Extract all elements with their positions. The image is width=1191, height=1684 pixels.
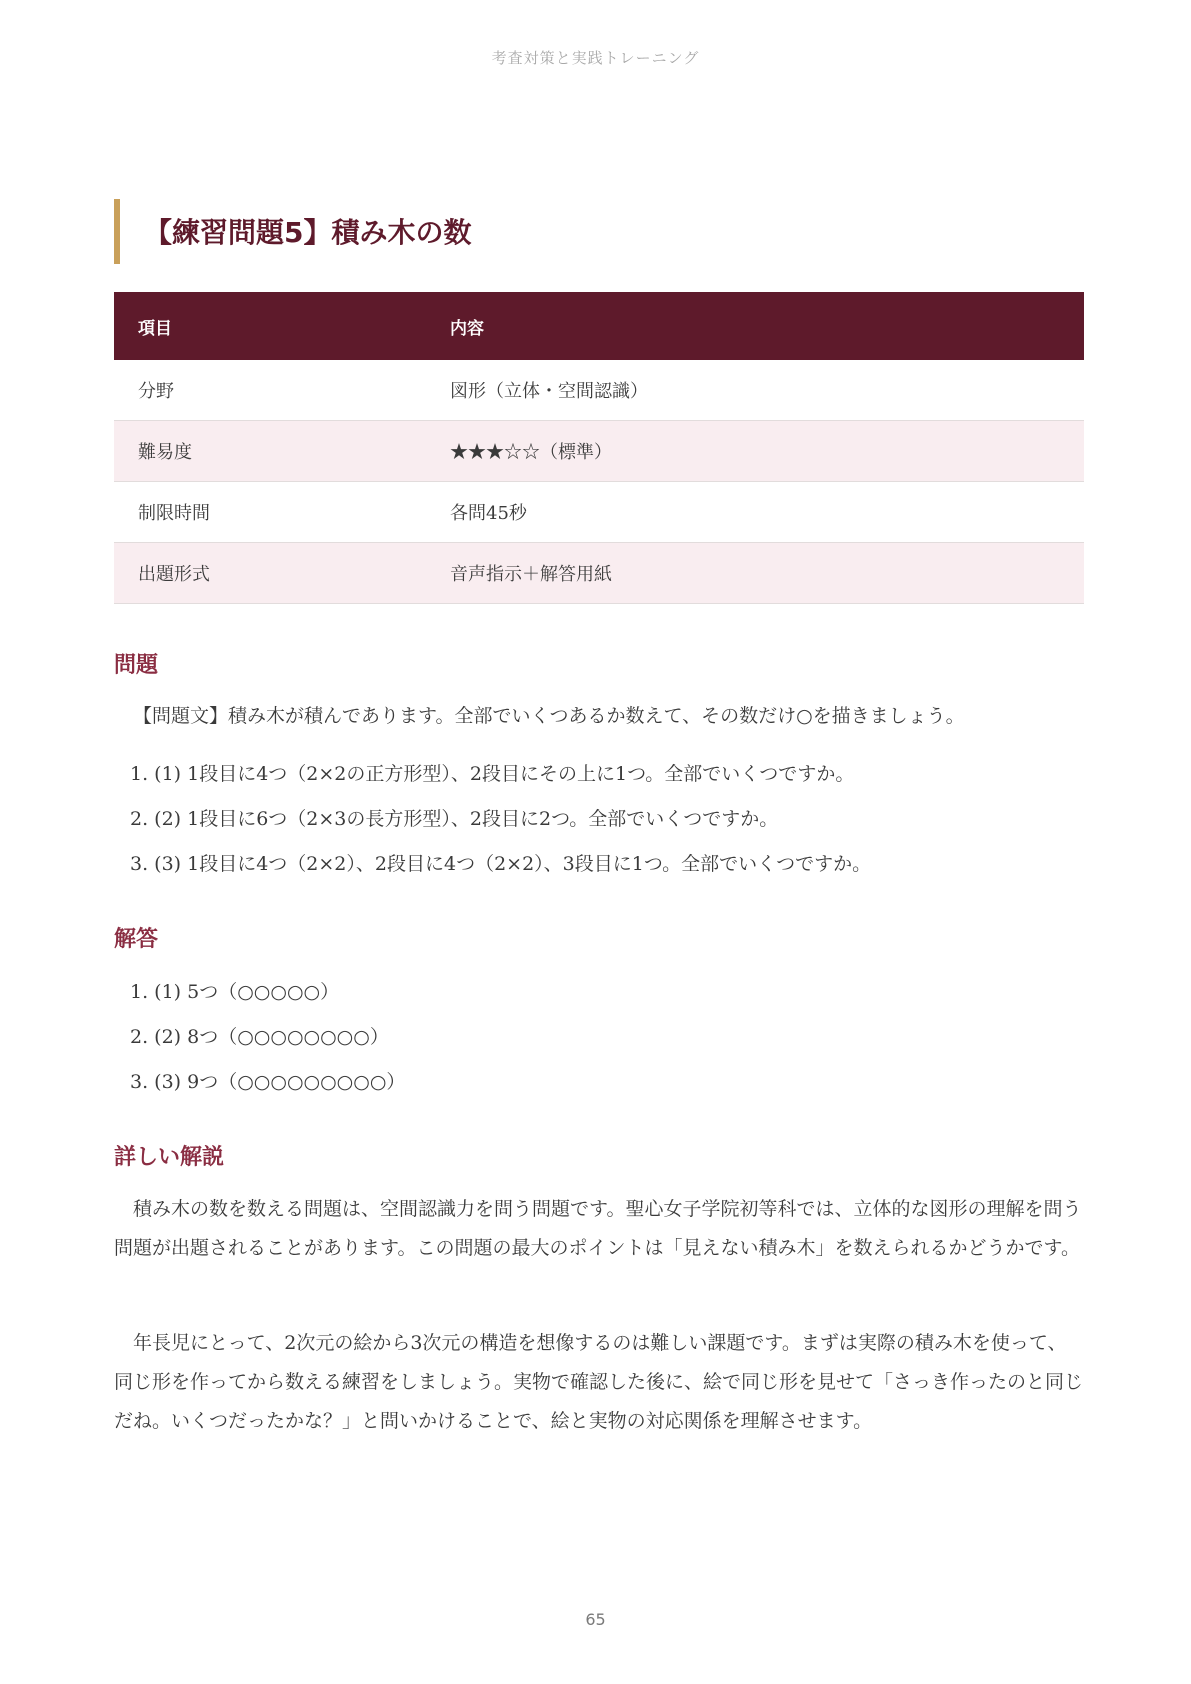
page-title: 【練習問題5】積み木の数 xyxy=(144,216,472,249)
page-number: 65 xyxy=(585,1610,606,1629)
problem-item-1: 1. (1) 1段目に4つ（2×2の正方形型）、2段目にその上に1つ。全部でいくつですか。 xyxy=(130,763,855,785)
table-row xyxy=(114,360,1084,421)
table-cell-item: 分野 xyxy=(114,360,426,421)
answer-item-1: 1. (1) 5つ（○○○○○） xyxy=(130,981,340,1003)
info-table xyxy=(114,292,1084,604)
table-cell-item: 制限時間 xyxy=(114,482,426,543)
answer-item-2: 2. (2) 8つ（○○○○○○○○） xyxy=(130,1026,389,1048)
problem-item-2: 2. (2) 1段目に6つ（2×3の長方形型）、2段目に2つ。全部でいくつですか。 xyxy=(130,808,779,830)
table-header-item: 項目 xyxy=(114,292,426,360)
table-cell-content: ★★★☆☆（標準） xyxy=(426,421,1084,482)
answer-heading: 解答 xyxy=(114,927,159,952)
problem-intro: 【問題文】積み木が積んであります。全部でいくつあるか数えて、その数だけ○を描きましょう。 xyxy=(133,705,965,727)
problem-heading: 問題 xyxy=(114,653,159,678)
explanation-paragraph-1: 積み木の数を数える問題は、空間認識力を問う問題です。聖心女子学院初等科では、立体的な図形の理解を問う問題が出題されることがあります。この問題の最大のポイントは「見えない積み木」を数えられるかどうかです。 xyxy=(114,1198,1082,1259)
answer-item-3: 3. (3) 9つ（○○○○○○○○○） xyxy=(130,1071,406,1093)
table-cell-content: 図形（立体・空間認識） xyxy=(426,360,1084,421)
table-header-content: 内容 xyxy=(426,292,1084,360)
explanation-heading: 詳しい解説 xyxy=(114,1145,225,1170)
title-block xyxy=(114,199,1084,264)
table-row xyxy=(114,543,1084,604)
table-cell-content: 各問45秒 xyxy=(426,482,1084,543)
table-cell-content: 音声指示＋解答用紙 xyxy=(426,543,1084,604)
table-cell-item: 難易度 xyxy=(114,421,426,482)
table-row xyxy=(114,482,1084,543)
table-cell-item: 出題形式 xyxy=(114,543,426,604)
table-header-row xyxy=(114,292,1084,360)
explanation-paragraph-2: 年長児にとって、2次元の絵から3次元の構造を想像するのは難しい課題です。まずは実際の積み木を使って、同じ形を作ってから数える練習をしましょう。実物で確認した後に、絵で同じ形を見せて「さっき作ったのと同じだね。いくつだったかな？」と問いかけることで、絵と実物の対応関係を理解させます。 xyxy=(114,1332,1084,1432)
problem-item-3: 3. (3) 1段目に4つ（2×2）、2段目に4つ（2×2）、3段目に1つ。全部でいくつですか。 xyxy=(130,853,872,875)
table-row xyxy=(114,421,1084,482)
running-header: 考査対策と実践トレーニング xyxy=(491,49,700,67)
